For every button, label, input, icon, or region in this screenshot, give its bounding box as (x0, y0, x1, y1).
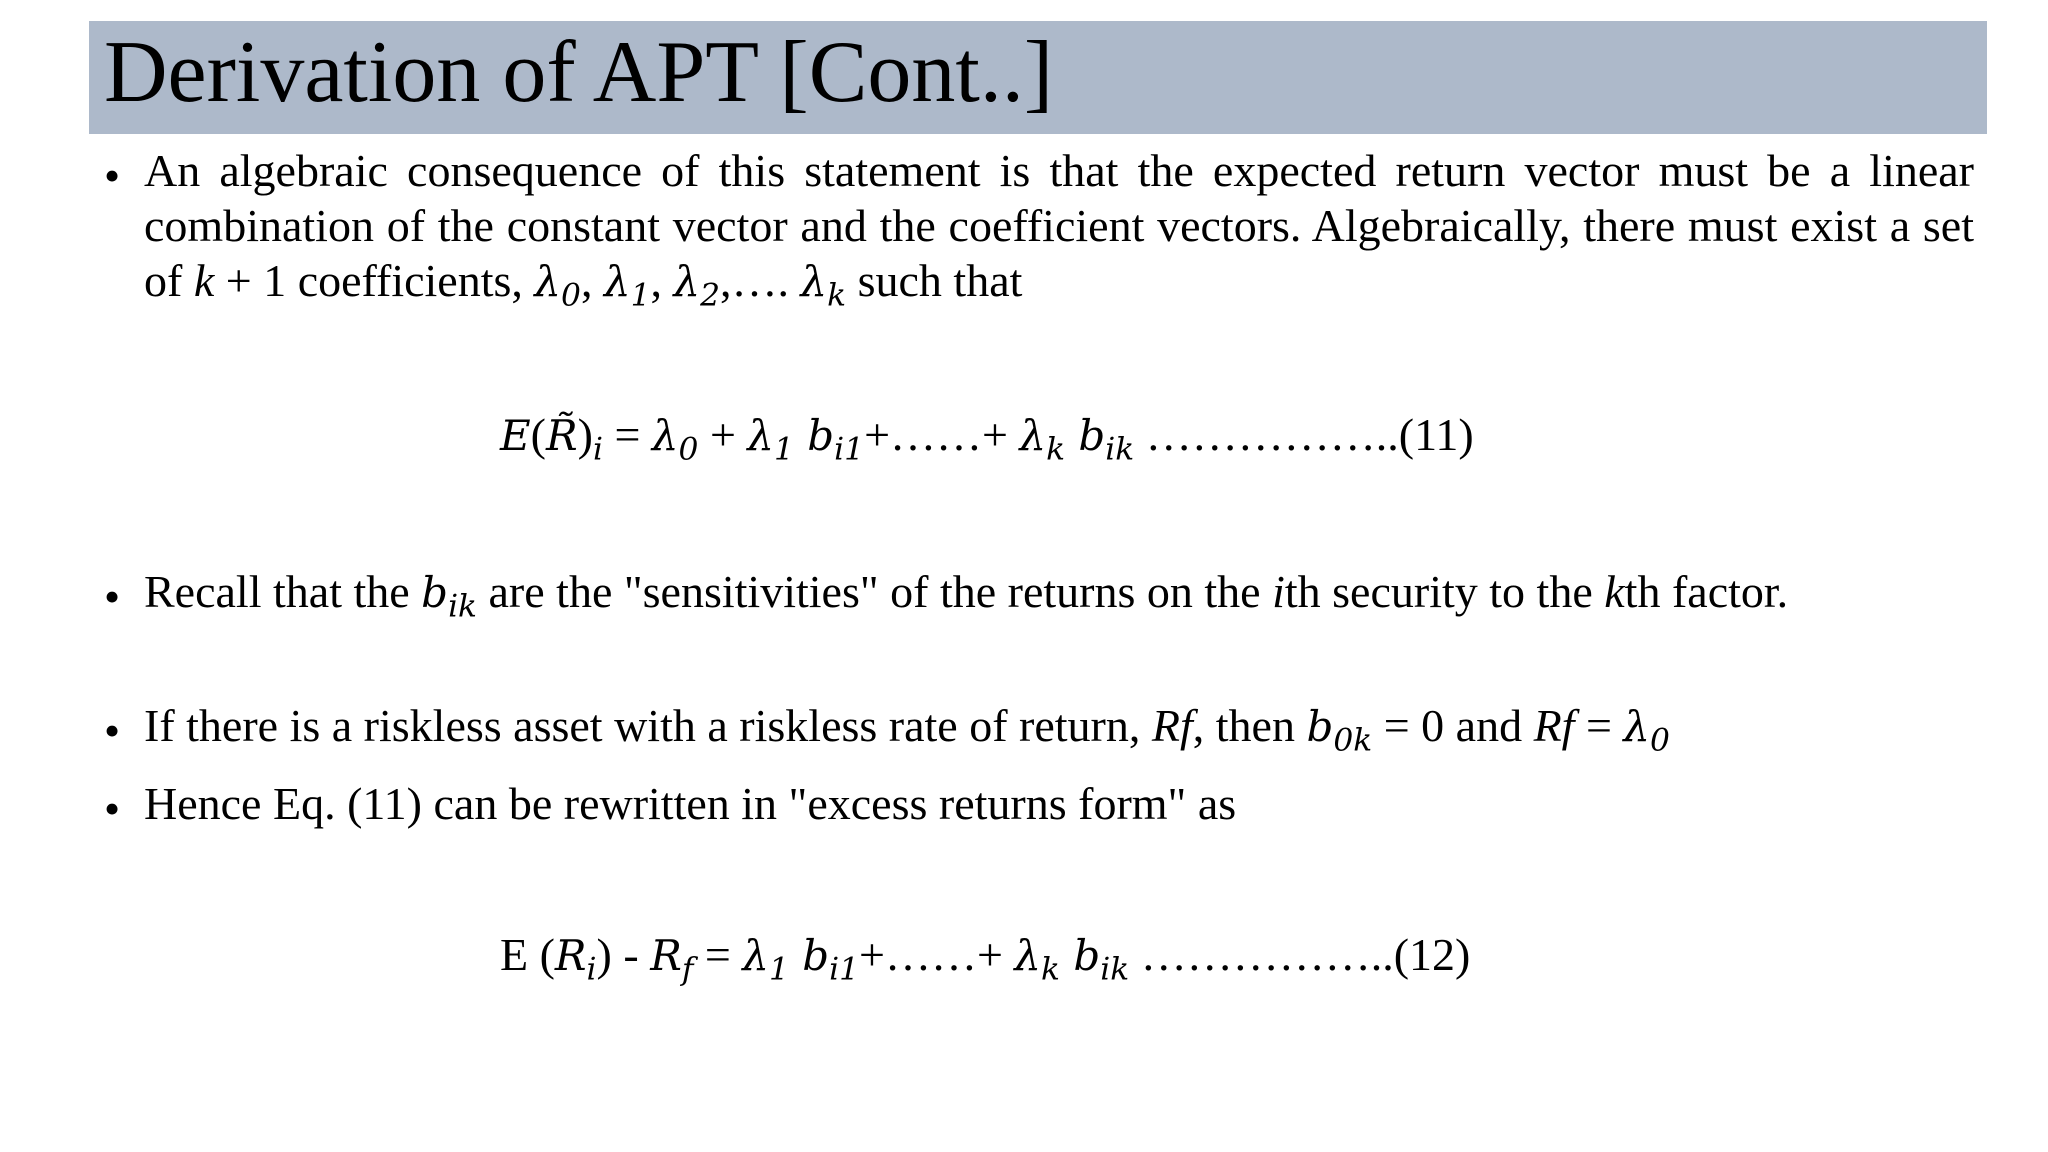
bullet-1-text: An algebraic consequence of this statement is that the expected return vector must be a linear combination of the constant vector and the coefficient vectors. Algebraically, there must exist a set of k + 1 coefficients, $\lambda_0$, $\lambda_1$, $\lambda_2,\dots$. $\lambda_k$ such that (144, 145, 1974, 314)
bullet-2-marker: • (104, 571, 121, 622)
bullet-3-text: If there is a riskless asset with a riskless rate of return, Rf, then $b_{0k} = 0$ and $Rf = \lambda_0$ (144, 700, 1670, 759)
bullet-2-text: Recall that the $b_{ik}$ are the "sensitivities" of the returns on the ith security to the kth factor. (144, 566, 1789, 625)
bullet-4-text: Hence Eq. (11) can be rewritten in "excess returns form" as (144, 778, 1237, 829)
bullet-4-marker: • (104, 783, 121, 834)
title-bar (89, 21, 1987, 134)
bullet-1-marker: • (104, 150, 121, 201)
equation-12: E $(R_i) - R_f = \lambda_1$ $b_{i1}+\dots\dots+ \lambda_k$ $b_{ik}$ ……………..(12) (500, 929, 1471, 988)
equation-11: $E(R̃)_i = \lambda_0 + \lambda_1$ $b_{i1}+\dots\dots+ \lambda_k$ $b_{ik}$ ……………..(11) (500, 409, 1474, 468)
bullet-3-marker: • (104, 705, 121, 756)
slide-title: Derivation of APT [Cont..] (104, 24, 1054, 121)
